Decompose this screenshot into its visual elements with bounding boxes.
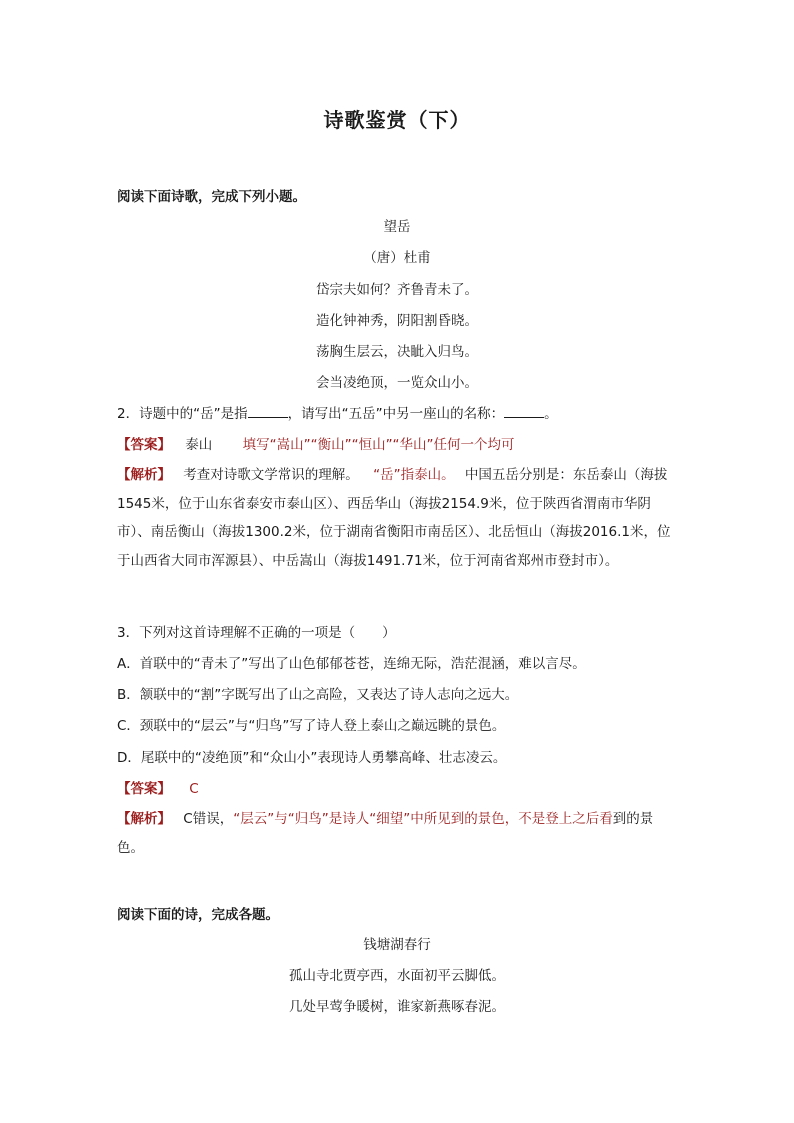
poem-line: 几处早莺争暖树，谁家新燕啄春泥。 <box>289 999 505 1015</box>
question-2-text-c: 。 <box>544 406 558 422</box>
option-d: D．尾联中的“凌绝顶”和“众山小”表现诗人勇攀高峰、壮志凌云。 <box>117 750 507 766</box>
poem-title: 钱塘湖春行 <box>363 937 431 953</box>
poem-line: 岱宗夫如何？齐鲁青未了。 <box>316 282 478 298</box>
question-2-text-b: ，请写出“五岳”中另一座山的名称： <box>287 406 505 422</box>
answer-note: 填写“嵩山”“衡山”“恒山”“华山”任何一个均可 <box>242 437 515 453</box>
analysis-highlight: “岳”指泰山。 <box>373 467 455 483</box>
analysis-text-a: 考查对诗歌文学常识的理解。 <box>183 467 359 483</box>
section2-intro: 阅读下面的诗，完成各题。 <box>117 907 279 923</box>
question-2 <box>117 404 558 424</box>
answer-main: C <box>189 781 199 797</box>
analysis-tag: 【解析】 <box>117 811 171 827</box>
analysis-text-b: 中国五岳分别是：东岳泰山（海拔1545米，位于山东省泰安市泰山区）、西岳华山（海拔2154.9米，位于陕西省渭南市华阴市）、南岳衡山（海拔1300.2米，位于湖南省衡阳市南岳区）、北岳恒山（海拔2016.1米，位于山西省大同市浑源县）、中岳嵩山（海拔1491.71米，位于河南省郑州市登封市）。 <box>117 467 671 569</box>
answer-main: 泰山 <box>185 437 213 453</box>
option-c: C．颈联中的“层云”与“归鸟”写了诗人登上泰山之巅远眺的景色。 <box>117 718 506 734</box>
question-2-analysis <box>117 461 677 575</box>
option-a: A．首联中的“青未了”写出了山色郁郁苍苍，连绵无际，浩茫混涵，难以言尽。 <box>117 656 586 672</box>
poem-line: 荡胸生层云，决眦入归鸟。 <box>316 344 478 360</box>
question-2-answer <box>117 435 515 455</box>
answer-blank <box>504 405 544 418</box>
poem-author: （唐）杜甫 <box>363 250 431 266</box>
analysis-text-b: 到的景色。 <box>117 811 654 856</box>
analysis-tag: 【解析】 <box>117 467 171 483</box>
analysis-highlight: “层云”与“归鸟”是诗人“细望”中所见到的景色，不是登上之后看 <box>233 811 613 827</box>
answer-blank <box>248 405 288 418</box>
answer-tag: 【答案】 <box>117 437 171 453</box>
poem-line: 孤山寺北贾亭西，水面初平云脚低。 <box>289 968 505 984</box>
question-3-analysis <box>117 805 677 862</box>
poem-title: 望岳 <box>383 219 411 235</box>
answer-tag: 【答案】 <box>117 781 171 797</box>
option-b: B．颔联中的“割”字既写出了山之高险，又表达了诗人志向之远大。 <box>117 687 519 703</box>
question-2-text-a: 2．诗题中的“岳”是指 <box>117 406 248 422</box>
poem-line: 会当凌绝顶，一览众山小。 <box>316 375 478 391</box>
question-3: 3．下列对这首诗理解不正确的一项是（ ） <box>117 625 396 641</box>
analysis-text-a: C错误， <box>183 811 234 827</box>
section1-intro: 阅读下面诗歌，完成下列小题。 <box>117 189 306 205</box>
question-3-answer <box>117 779 199 799</box>
page-title: 诗歌鉴赏（下） <box>323 108 471 132</box>
poem-line: 造化钟神秀，阴阳割昏晓。 <box>316 313 478 329</box>
